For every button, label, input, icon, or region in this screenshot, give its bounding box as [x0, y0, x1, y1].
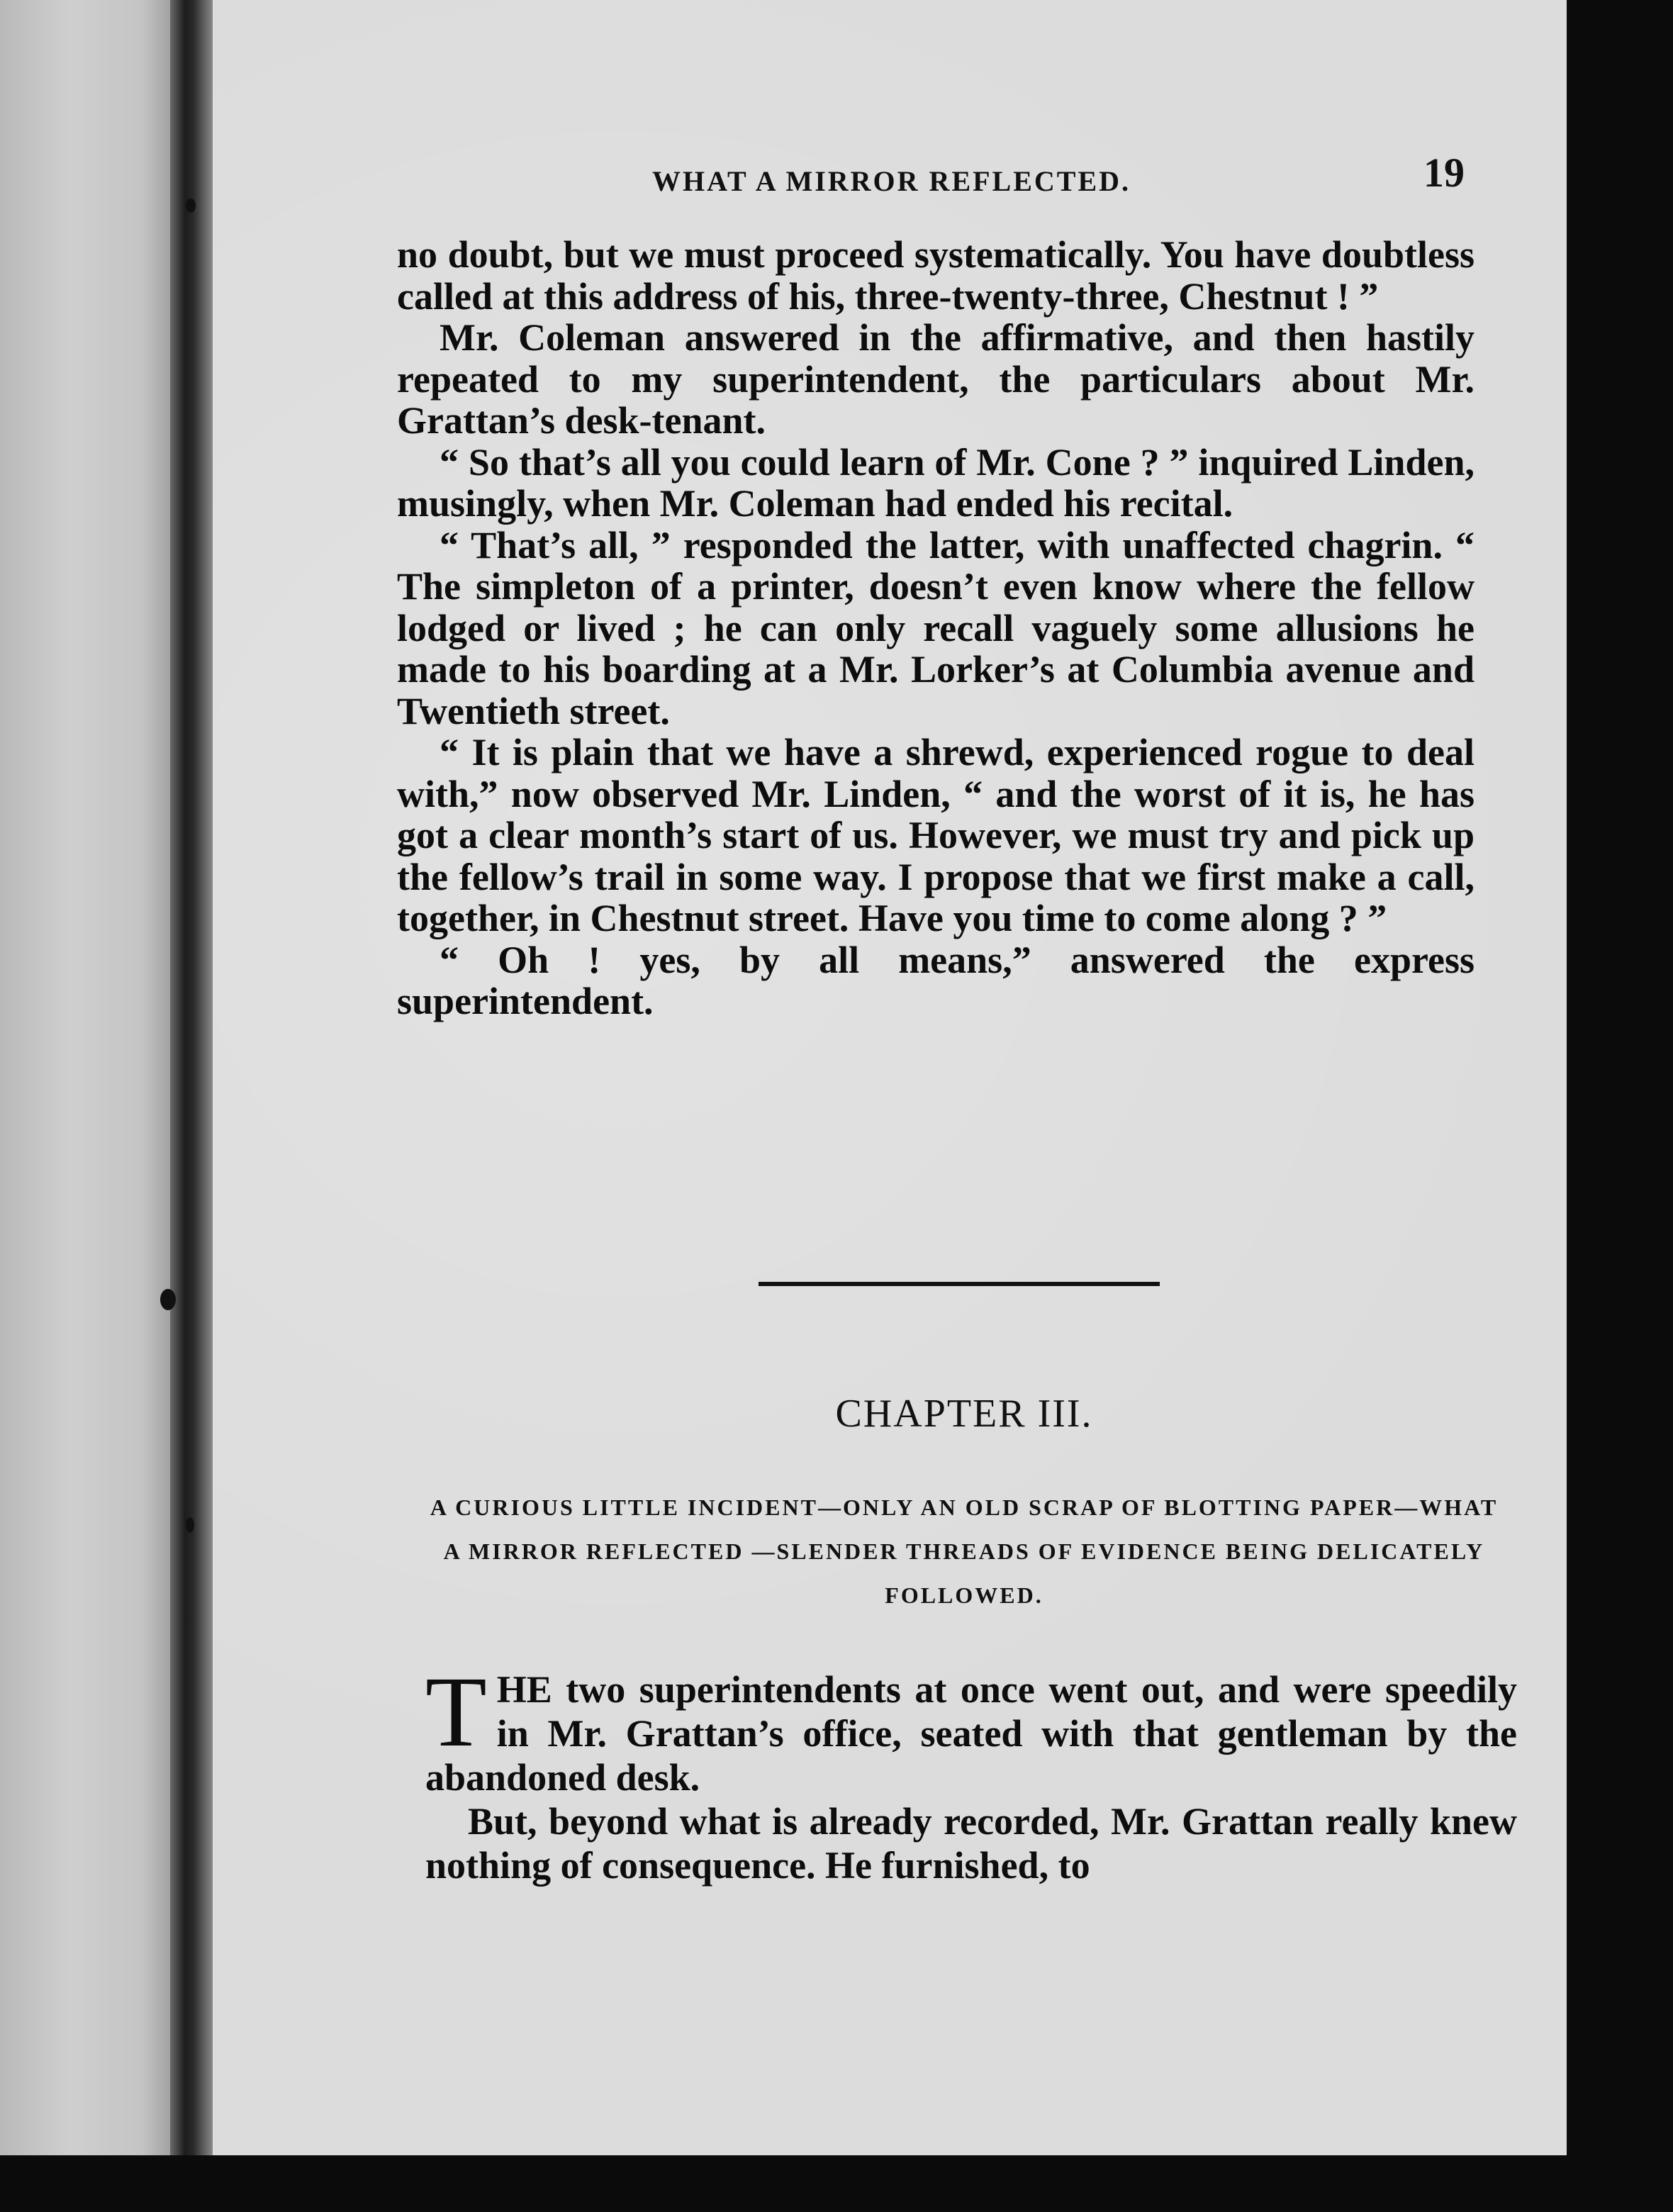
- paragraph: “ So that’s all you could learn of Mr. Cone ? ” inquired Linden, musingly, when Mr. Coleman had ended his recital.: [397, 440, 1475, 525]
- chapter-body: [425, 1655, 1517, 1887]
- paragraph: But, beyond what is already recorded, Mr. Grattan really knew nothing of consequence. He furnished, to: [425, 1800, 1517, 1887]
- ink-speck: [186, 199, 196, 213]
- opening-paragraph: [425, 1655, 1517, 1799]
- ink-speck: [186, 1517, 194, 1533]
- opening-text: HE two superintendents at once went out, and were speedily in Mr. Grattan’s office, seated with that gentleman by the abandoned desk.: [425, 1668, 1517, 1799]
- book-gutter: [170, 0, 213, 2169]
- drop-cap: T: [425, 1655, 487, 1767]
- paragraph: “ That’s all, ” responded the latter, with unaffected chagrin. “ The simpleton of a printer, doesn’t even know where the fellow lodged or lived ; he can only recall vaguely some allusions he made to his boarding at a Mr. Lorker’s at Columbia avenue and Twentieth street.: [397, 523, 1475, 732]
- facing-page-edge: [0, 0, 177, 2155]
- section-divider: [759, 1282, 1160, 1286]
- paragraph: no doubt, but we must proceed systematically. You have doubtless called at this address of his, three-twenty-three, Chestnut ! ”: [397, 233, 1475, 318]
- paragraph: “ Oh ! yes, by all means,” answered the express superintendent.: [397, 938, 1475, 1022]
- ink-speck: [160, 1289, 176, 1310]
- chapter-title: CHAPTER III.: [835, 1392, 1093, 1436]
- scan-border-right: [1567, 0, 1673, 2212]
- paragraph: Mr. Coleman answered in the affirmative, and then hastily repeated to my superintendent, the particulars about Mr. Grattan’s desk-tenant.: [397, 316, 1475, 442]
- paragraph: “ It is plain that we have a shrewd, experienced rogue to deal with,” now observed Mr. Linden, “ and the worst of it is, he has got a clear month’s start of us. However, we must try and pick up the fellow’s trail in some way. I propose that we first make a call, together, in Chestnut street. Have you time to come along ? ”: [397, 731, 1475, 939]
- body-text: [397, 234, 1475, 1022]
- page-number: 19: [1423, 150, 1465, 196]
- chapter-summary: A CURIOUS LITTLE INCIDENT—ONLY AN OLD SCRAP OF BLOTTING PAPER—WHAT A MIRROR REFLECTED —SLENDER THREADS OF EVIDENCE BEING DELICATELY FOLLOWED.: [430, 1495, 1499, 1608]
- scan-border-bottom: [0, 2155, 1673, 2212]
- running-head: WHAT A MIRROR REFLECTED.: [652, 165, 1131, 197]
